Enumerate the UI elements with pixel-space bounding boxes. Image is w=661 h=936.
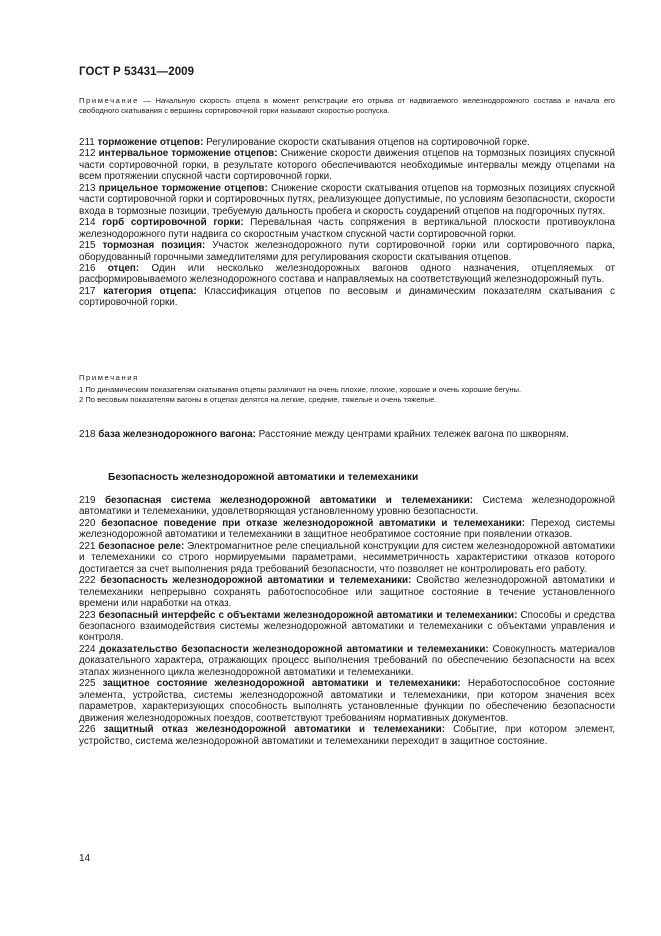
- term-entry: [79, 724, 615, 747]
- term-number: 219: [79, 495, 96, 506]
- note-item: 1 По динамическим показателям скатывания отцепы различают на очень плохие, плохие, хорошие и очень хорошие бегуны.: [79, 384, 522, 394]
- term-number: 214: [79, 217, 96, 229]
- term-definition: Система железнодорожной автоматики и телемеханики, удовлетворяющая установленному уровню безопасности.: [79, 495, 616, 518]
- term-number: 218: [79, 429, 96, 440]
- term-name: интервальное торможение отцепов:: [98, 148, 278, 160]
- term-name: отцеп:: [107, 262, 140, 274]
- term-name: защитный отказ железнодорожной автоматики и телемеханики:: [103, 724, 446, 736]
- page-number: 14: [79, 853, 91, 864]
- term-definition: Один или несколько железнодорожных вагонов одного назначения, отцепляемых от расформировываемого железнодорожного состава и направляемых на соответствующий железнодорожный путь.: [79, 262, 615, 286]
- term-name: безопасность железнодорожной автоматики и телемеханики:: [100, 575, 412, 587]
- term-name: горб сортировочной горки:: [102, 217, 244, 229]
- term-number: 223: [79, 609, 96, 621]
- term-name: база железнодорожного вагона:: [98, 429, 256, 440]
- term-number: 221: [79, 540, 96, 552]
- term-name: защитное состояние железнодорожной автоматики и телемеханики:: [102, 678, 461, 690]
- term-entry: [79, 137, 615, 148]
- note-text: — Начальную скорость отцепа в момент регистрации его отрыва от надвигаемого железнодорожного состава и начала его свободного скатывания с вершины сортировочной горки называют скоростью роспуска.: [79, 96, 615, 116]
- term-number: 220: [79, 517, 96, 529]
- notes-title: Примечания: [79, 373, 139, 382]
- notes-block: [79, 373, 615, 406]
- term-number: 211: [79, 137, 95, 148]
- term-entry: [79, 575, 615, 609]
- terms-block-a: [79, 137, 615, 309]
- term-definition: Электромагнитное реле специальной конструкции для систем железнодорожной автоматики и телемеханики со строго нормируемыми параметрами, несимметричность характеристики отказов которого достигается за счет выполнения ряда требований безопасности, что позволяет не контролировать его работу.: [79, 540, 615, 575]
- term-entry: [79, 678, 615, 724]
- term-number: 213: [79, 182, 96, 194]
- term-definition: Перевальная часть сопряжения в вертикальной плоскости противоуклона железнодорожного пути надвига со скоростным участком спускной части сортировочной горки.: [79, 217, 615, 240]
- term-number: 217: [79, 285, 96, 297]
- term-definition: Свойство железнодорожной автоматики и телемеханики непрерывно сохранять работоспособное или защитное состояние в течение установленного времени или наработки на отказ.: [79, 575, 615, 610]
- term-entry: [79, 518, 615, 541]
- note-item: 2 По весовым показателям вагоны в отцепах делятся на легкие, средние, тяжелые и очень тяжелые.: [79, 395, 437, 405]
- term-entry: [79, 148, 615, 182]
- term-definition: Снижение скорости скатывания отцепов на тормозных позициях спускной части сортировочной горки и сортировочных путях, реализующее допустимые, по условиям безопасности, скорости входа в тормозные позиции, требуемую дальность пробега и скорость соударений отцепов на подгорочных путях.: [79, 182, 615, 217]
- term-name: категория отцепа:: [103, 285, 197, 297]
- term-definition: Регулирование скорости скатывания отцепов на сортировочной горке.: [203, 137, 530, 148]
- term-entry: [79, 240, 615, 263]
- term-number: 224: [79, 643, 96, 655]
- term-name: безопасная система железнодорожной автоматики и телемеханики:: [104, 495, 474, 506]
- term-entry: [79, 429, 615, 440]
- term-entry: [79, 183, 615, 217]
- term-number: 212: [79, 148, 96, 160]
- term-number: 216: [79, 262, 96, 274]
- terms-block-c: [79, 495, 615, 747]
- term-name: тормозная позиция:: [102, 240, 206, 252]
- term-definition: Совокупность материалов доказательного характера, отражающих процесс выполнения требований по обеспечению безопасности на всех этапах жизненного цикла железнодорожной автоматики и телемеханики.: [79, 643, 615, 678]
- term-definition: Расстояние между центрами крайних тележек вагона по шкворням.: [255, 429, 569, 440]
- term-name: доказательство безопасности железнодорожной автоматики и телемеханики:: [99, 643, 489, 655]
- term-definition: Событие, при котором элемент, устройство, система железнодорожной автоматики и телемеханики переходит в защитное состояние.: [79, 724, 615, 747]
- term-definition: Способы и средства безопасного взаимодействия системы железнодорожной автоматики и телемеханики с объектами управления и контроля.: [79, 609, 616, 644]
- term-definition: Снижение скорости движения отцепов на тормозных позициях спускной части сортировочной горки, в результате которого обеспечиваются необходимые интервалы между отцепами на всем протяжении спускной части сортировочной горки.: [79, 148, 615, 183]
- term-entry: [79, 286, 615, 309]
- term-number: 226: [79, 724, 96, 736]
- term-definition: Неработоспособное состояние элемента, устройства, системы железнодорожной автоматики и телемеханики, при котором значения всех параметров, характеризующих способность выполнять установленные функции по обеспечению безопасности движения железнодорожных поездов, соответствуют требованиям нормативных документов.: [79, 678, 616, 724]
- term-name: безопасное поведение при отказе железнодорожной автоматики и телемеханики:: [101, 517, 526, 529]
- term-name: безопасный интерфейс с объектами железнодорожной автоматики и телемеханики:: [98, 609, 518, 621]
- term-number: 215: [79, 240, 96, 252]
- term-definition: Переход системы железнодорожной автоматики и телемеханики в защитное необратимое состояние при появлении отказов.: [79, 517, 615, 541]
- term-entry: [79, 610, 615, 644]
- term-entry: [79, 541, 615, 575]
- term-definition: Участок железнодорожного пути сортировочной горки или сортировочного парка, оборудованный горочными замедлителями для регулирования скорости скатывания отцепов.: [79, 240, 615, 263]
- term-definition: Классификация отцепов по весовым и динамическим показателям скатывания с сортировочной горки.: [79, 285, 615, 309]
- document-header: ГОСТ Р 53431—2009: [79, 66, 195, 78]
- term-entry: [79, 495, 615, 518]
- term-name: торможение отцепов:: [97, 137, 204, 148]
- section-title: Безопасность железнодорожной автоматики и телемеханики: [108, 472, 419, 483]
- term-number: 225: [79, 678, 96, 690]
- term-entry: [79, 217, 615, 240]
- terms-block-b: [79, 429, 615, 440]
- term-number: 222: [79, 575, 96, 587]
- note-top: [79, 96, 615, 117]
- term-name: прицельное торможение отцепов:: [98, 182, 268, 194]
- term-entry: [79, 263, 615, 286]
- note-label: Примечание: [79, 96, 139, 105]
- term-entry: [79, 644, 615, 678]
- term-name: безопасное реле:: [98, 540, 185, 552]
